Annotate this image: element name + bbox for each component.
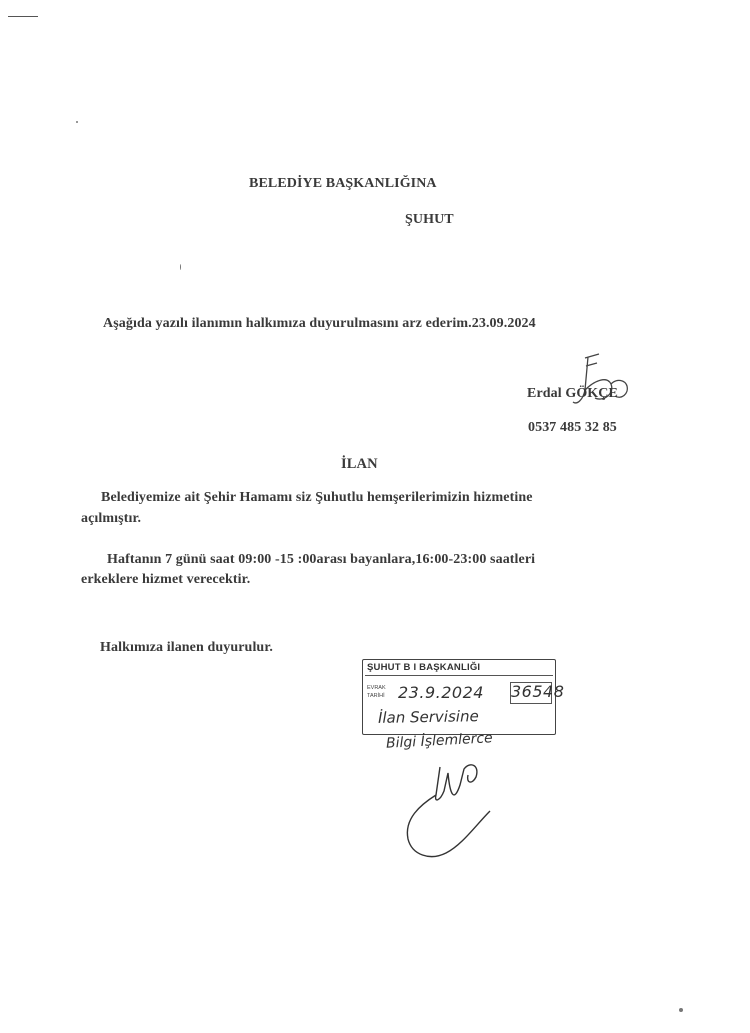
addressee-city: ŞUHUT xyxy=(405,212,454,227)
notice-heading: İLAN xyxy=(341,456,378,472)
fold-mark xyxy=(8,16,38,17)
handwritten-note-2: Bilgi İşlemlerce xyxy=(385,730,494,752)
stamp-label-evrak: EVRAK xyxy=(367,685,386,691)
signer-phone: 0537 485 32 85 xyxy=(528,420,617,435)
request-sentence: Aşağıda yazılı ilanımın halkımıza duyurulmasını arz ederim.23.09.2024 xyxy=(103,316,536,331)
scan-speck xyxy=(76,121,78,123)
official-signature xyxy=(400,755,530,865)
stamp-label-tarih: TARİHİ xyxy=(367,693,385,699)
stamp-number: 36548 xyxy=(511,682,565,701)
notice-paragraph-2-line-1: Haftanın 7 günü saat 09:00 -15 :00arası bayanlara,16:00-23:00 saatleri xyxy=(107,552,536,567)
stamp-date: 23.9.2024 xyxy=(398,683,484,702)
addressee-title: BELEDİYE BAŞKANLIĞINA xyxy=(249,176,437,191)
handwritten-note-1: İlan Servisine xyxy=(377,707,479,727)
notice-paragraph-1-line-2: açılmıştır. xyxy=(81,511,142,526)
stamp-header: ŞUHUT B I BAŞKANLIĞI xyxy=(367,662,481,673)
scan-speck xyxy=(679,1008,683,1012)
stamp-divider xyxy=(365,675,553,676)
notice-closing: Halkımıza ilanen duyurulur. xyxy=(100,640,273,655)
notice-paragraph-2-line-2: erkeklere hizmet verecektir. xyxy=(81,572,251,587)
scan-speck xyxy=(180,264,181,270)
notice-paragraph-1-line-1: Belediyemize ait Şehir Hamamı siz Şuhutlu hemşerilerimizin hizmetine xyxy=(101,490,533,505)
signer-name: Erdal GÖKÇE xyxy=(527,386,618,401)
